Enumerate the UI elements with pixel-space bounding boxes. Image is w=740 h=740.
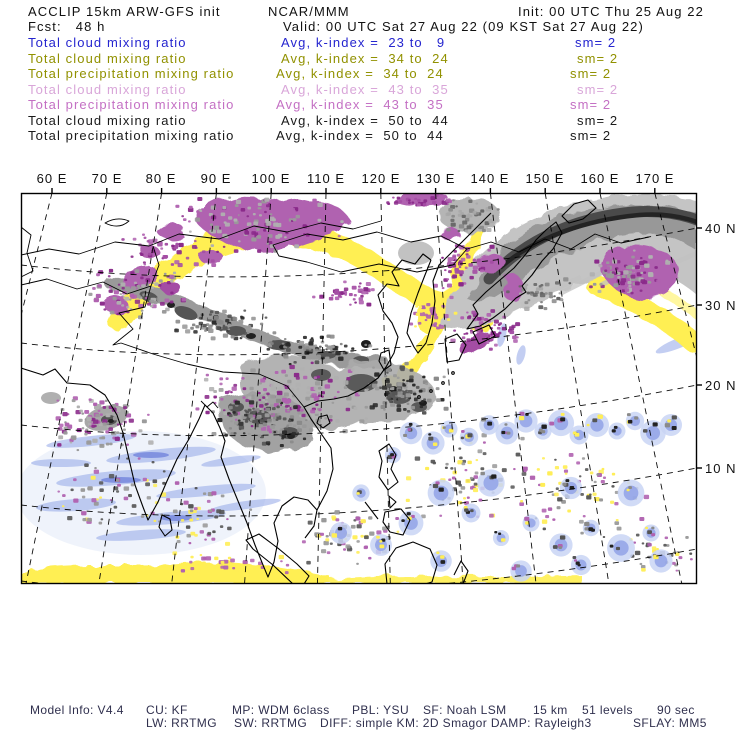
- footer-cu: CU: KF: [146, 703, 188, 717]
- legend-stats: Avg, k-index = 43 to 35: [281, 81, 449, 97]
- x-tick-label: 160 E: [580, 171, 620, 186]
- x-tick-label: 170 E: [635, 171, 675, 186]
- legend-label: Total cloud mixing ratio: [28, 112, 187, 128]
- legend-sm: sm= 2: [575, 35, 617, 50]
- footer-res: 15 km: [533, 703, 568, 717]
- x-tick-label: 70 E: [91, 171, 123, 186]
- footer-sf: SF: Noah LSM: [423, 703, 507, 717]
- footer-lw: LW: RRTMG: [146, 716, 217, 730]
- y-tick-label: 10 N: [705, 461, 737, 476]
- y-tick-label: 20 N: [705, 378, 737, 393]
- y-tick-label: 30 N: [705, 298, 737, 313]
- x-tick-label: 100 E: [251, 171, 291, 186]
- legend-stats: Avg, k-index = 50 to 44: [276, 128, 444, 143]
- footer-mp: MP: WDM 6class: [232, 703, 330, 717]
- footer-sflay: SFLAY: MM5: [633, 716, 707, 730]
- valid-time: Valid: 00 UTC Sat 27 Aug 22 (09 KST Sat 27 Aug 22): [283, 19, 644, 34]
- center-name: NCAR/MMM: [268, 4, 350, 19]
- legend-label: Total cloud mixing ratio: [28, 35, 187, 50]
- legend-sm: sm= 2: [570, 128, 612, 143]
- x-tick-label: 110 E: [306, 171, 346, 186]
- footer-sw: SW: RRTMG: [234, 716, 308, 730]
- footer-model-info: Model Info: V4.4: [30, 703, 124, 717]
- legend-sm: sm= 2: [577, 112, 619, 128]
- footer-timestep: 90 sec: [657, 703, 695, 717]
- legend-sm: sm= 2: [570, 66, 612, 81]
- legend-label: Total precipitation mixing ratio: [28, 128, 235, 143]
- init-time: Init: 00 UTC Thu 25 Aug 22: [518, 4, 704, 19]
- legend-stats: Avg, k-index = 23 to 9: [281, 35, 446, 50]
- footer-pbl: PBL: YSU: [352, 703, 410, 717]
- footer-levels: 51 levels: [582, 703, 633, 717]
- footer-diff: DIFF: simple KM: 2D Smagor DAMP: Rayleigh3: [320, 716, 592, 730]
- x-tick-label: 80 E: [145, 171, 177, 186]
- x-tick-label: 90 E: [200, 171, 232, 186]
- x-tick-label: 130 E: [416, 171, 456, 186]
- legend-sm: sm= 2: [570, 97, 612, 112]
- legend-stats: Avg, k-index = 50 to 44: [281, 112, 449, 128]
- x-tick-label: 140 E: [470, 171, 510, 186]
- y-tick-label: 40 N: [705, 221, 737, 236]
- legend-label: Total precipitation mixing ratio: [28, 66, 235, 81]
- legend-stats: Avg, k-index = 34 to 24: [281, 50, 449, 66]
- legend-stats: Avg, k-index = 43 to 35: [276, 97, 444, 112]
- legend-sm: sm= 2: [577, 81, 619, 97]
- legend-label: Total precipitation mixing ratio: [28, 97, 235, 112]
- page-title: ACCLIP 15km ARW-GFS init: [28, 4, 221, 19]
- legend-label: Total cloud mixing ratio: [28, 81, 187, 97]
- map-plot: [21, 193, 697, 584]
- legend-sm: sm= 2: [577, 50, 619, 66]
- x-tick-label: 120 E: [361, 171, 401, 186]
- legend-stats: Avg, k-index = 34 to 24: [276, 66, 444, 81]
- x-tick-label: 150 E: [525, 171, 565, 186]
- legend-label: Total cloud mixing ratio: [28, 50, 187, 66]
- x-tick-label: 60 E: [36, 171, 68, 186]
- forecast-hour: Fcst: 48 h: [28, 19, 106, 34]
